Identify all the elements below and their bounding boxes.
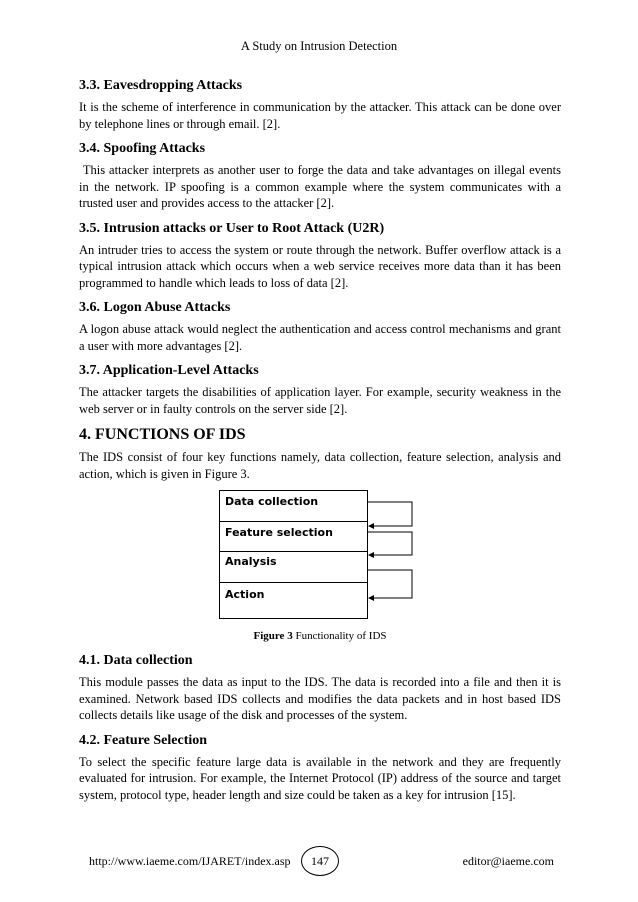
section-heading-spoofing: 3.4. Spoofing Attacks <box>79 141 206 156</box>
feedback-arrows <box>366 490 416 618</box>
row-data-collection: Data collection <box>225 495 319 508</box>
section-heading-eavesdropping: 3.3. Eavesdropping Attacks <box>79 78 243 93</box>
figure-caption <box>79 630 561 642</box>
page-footer <box>0 846 638 876</box>
section-heading-application-level: 3.7. Application-Level Attacks <box>79 363 259 378</box>
section-heading-logon-abuse: 3.6. Logon Abuse Attacks <box>79 300 231 315</box>
functions-body: The IDS consist of four key functions namely, data collection, feature selection, analysis and action, which is given in Figure 3. <box>79 450 561 481</box>
arrow-loop-3 <box>367 570 412 598</box>
running-header: A Study on Intrusion Detection <box>240 39 398 53</box>
section-heading-u2r: 3.5. Intrusion attacks or User to Root Attack (U2R) <box>79 220 385 236</box>
functions-box <box>219 490 368 619</box>
row-feature-selection: Feature selection <box>220 521 367 551</box>
figure-3-diagram <box>79 490 561 618</box>
section-body-eavesdropping: It is the scheme of interference in communication by the attacker. This attack can be done over by telephone lines or through email. [2]. <box>79 100 561 131</box>
subsection-heading-feature-selection: 4.2. Feature Selection <box>79 732 208 748</box>
subsection-heading-data-collection: 4.1. Data collection <box>79 653 193 668</box>
arrow-loop-1 <box>367 502 412 526</box>
section-body-application-level: The attacker targets the disabilities of application layer. For example, security weakness in the web server or in faulty controls on the server side [2]. <box>79 385 561 416</box>
functions-heading: 4. FUNCTIONS OF IDS <box>79 426 246 443</box>
footer-email-link[interactable]: editor@iaeme.com <box>462 854 554 868</box>
section-body-spoofing: This attacker interprets as another user to forge the data and take advantages on illegal events in the network. IP spoofing is a common example where the system communicates with a trusted user and provides access to the attacker [2]. <box>79 163 565 210</box>
page-number: 147 <box>301 846 339 876</box>
subsection-body-data-collection: This module passes the data as input to the IDS. The data is recorded into a file and then it is examined. Network based IDS collects and modifies the data packets and in host based IDS collects details like usage of the disk and processes of the system. <box>79 675 561 722</box>
section-body-logon-abuse: A logon abuse attack would neglect the authentication and access control mechanisms and grant a user with more advantages [2]. <box>79 322 561 353</box>
caption-text: Functionality of IDS <box>292 630 387 642</box>
page-content <box>79 77 565 811</box>
caption-label: Figure 3 <box>253 630 293 642</box>
footer-url-link[interactable]: http://www.iaeme.com/IJARET/index.asp <box>89 854 291 868</box>
row-action: Action <box>220 582 367 618</box>
subsection-body-feature-selection: To select the specific feature large data is available in the network and they are frequently evaluated for intrusion. For example, the Internet Protocol (IP) address of the source and target system, protocol type, header length and size could be taken as a key for intrusion [15]. <box>79 754 561 802</box>
row-analysis: Analysis <box>220 551 367 582</box>
arrow-loop-2 <box>367 532 412 555</box>
section-body-u2r: An intruder tries to access the system or route through the network. Buffer overflow attack is a typical intrusion attack which occurs when a web service receives more data than it has been programmed to handle which leads to loss of data [2]. <box>79 242 561 290</box>
